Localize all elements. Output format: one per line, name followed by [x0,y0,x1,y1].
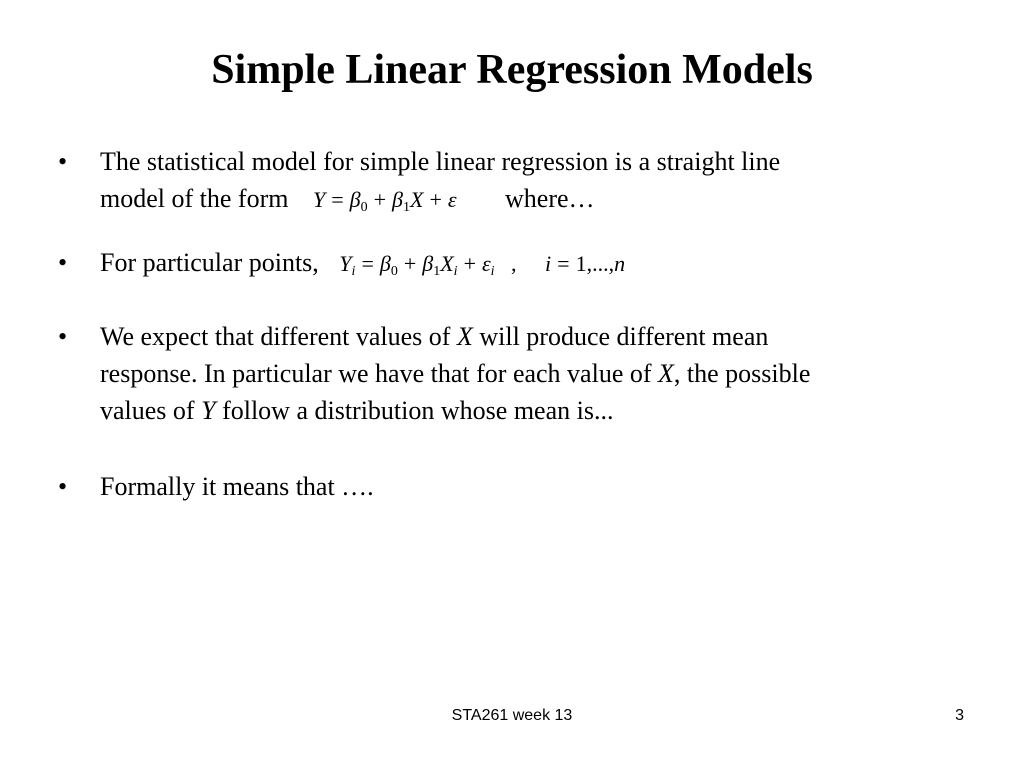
eq-epsilon: ε [447,187,457,212]
slide-footer: STA261 week 13 [451,707,573,724]
slide-title: Simple Linear Regression Models [211,47,813,93]
eq-plus-2: + [429,187,442,212]
bullet-1-line-2 [100,180,978,218]
bullet-dot: • [58,147,68,176]
variable-x: X [456,322,473,351]
bullet-item-3 [58,318,978,429]
eq-equals: = [361,251,374,276]
bullet-dot: • [58,248,68,277]
bullet-1-suffix: where… [505,184,595,213]
eq-sub1: 1 [433,264,441,279]
eq-plus-2: + [463,251,476,276]
eq-beta0: β [379,251,391,276]
eq-sub0: 0 [390,264,398,279]
index-range [545,245,625,282]
eq-y: Y [312,187,326,212]
eq-eps-sub: i [490,264,495,279]
eq-x: X [409,187,424,212]
eq-comma: , [511,251,517,276]
bullet-1-prefix: model of the form [100,184,289,213]
bullet-item-2 [58,244,978,282]
text-segment: response. In particular we have that for each value of [100,359,659,388]
eq-epsilon-i: ε [481,251,491,276]
variable-y: Y [201,396,216,425]
bullet-text-3 [100,318,978,429]
bullet-text-2 [100,244,978,282]
bullet-1-line-1: The statistical model for simple linear regression is a straight line [100,147,781,176]
text-segment: follow a distribution whose mean is... [215,396,614,425]
eq-yi-sub: i [351,264,356,279]
bullet-dot: • [58,472,68,501]
index-n: n [614,251,626,276]
points-equation [339,245,494,282]
page-number: 3 [955,707,964,724]
variable-x: X [658,359,674,388]
eq-equals: = [331,187,344,212]
eq-beta1: β [422,251,434,276]
text-segment: We expect that different values of [100,322,457,351]
text-segment: will produce different mean [472,322,769,351]
bullet-2-prefix: For particular points, [100,248,319,277]
bullet-text-1 [100,143,978,218]
index-var: i [545,251,552,276]
eq-plus-1: + [403,251,417,276]
eq-xi: X [440,251,454,276]
eq-beta1: β [392,187,403,212]
text-segment: , the possible [673,359,811,388]
eq-sub0: 0 [360,200,368,215]
bullet-3-line-3 [100,392,978,429]
index-equals: = [557,251,570,276]
model-equation [313,181,457,218]
eq-beta0: β [349,187,361,212]
bullet-item-4 [58,468,978,505]
eq-xi-sub: i [453,264,458,279]
bullet-3-line-2 [100,355,978,392]
bullet-item-1 [58,143,978,218]
bullet-text-4: Formally it means that …. [100,472,374,501]
eq-sub1: 1 [402,200,410,215]
eq-yi: Y [339,251,352,276]
text-segment: values of [100,396,202,425]
bullet-3-line-1 [100,318,978,355]
index-values: 1,..., [575,251,615,276]
bullet-dot: • [58,322,68,351]
eq-plus-1: + [373,187,387,212]
